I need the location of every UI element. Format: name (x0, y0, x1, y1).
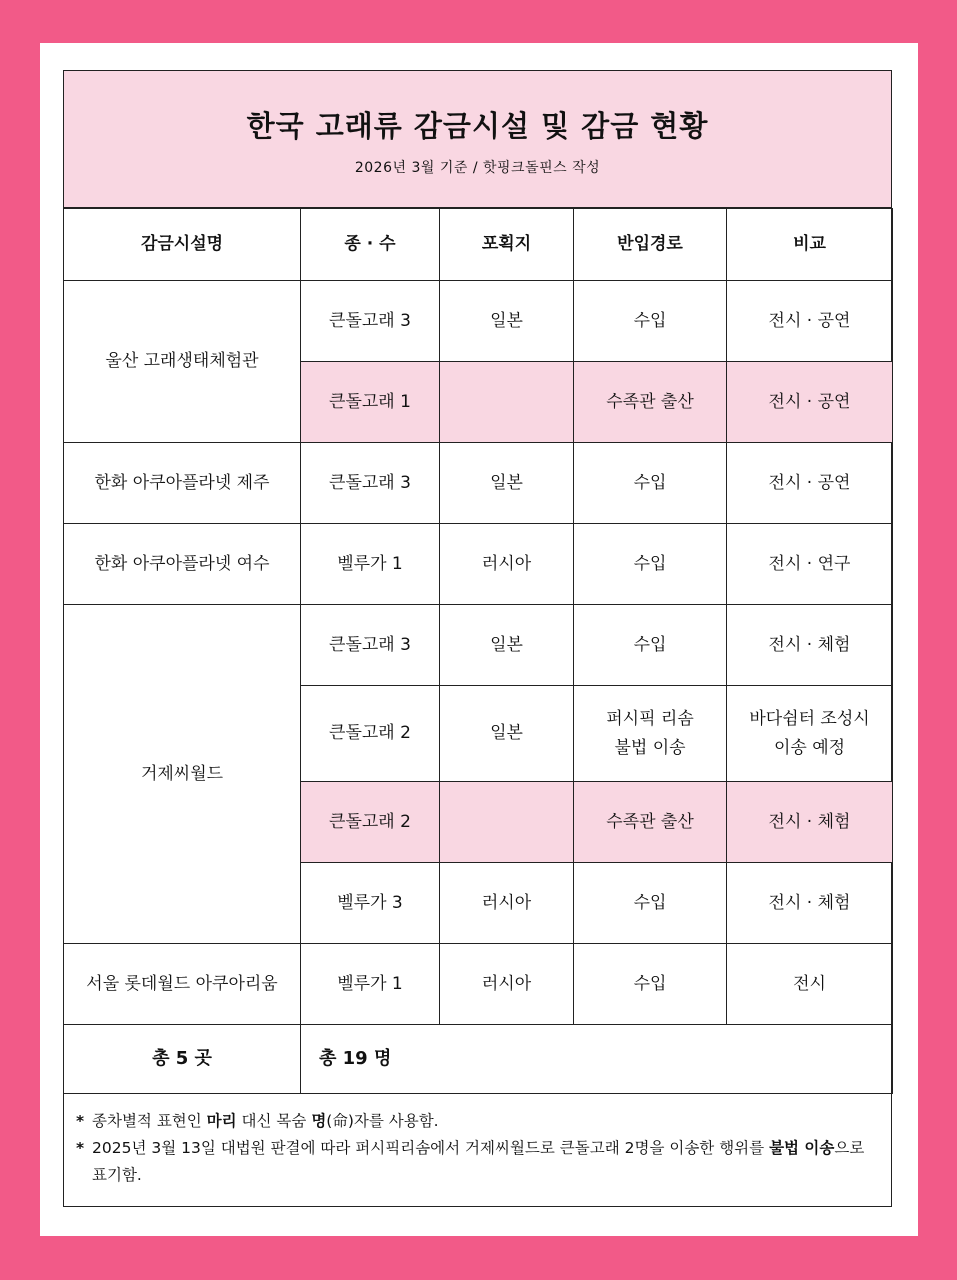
table-row (64, 443, 893, 524)
capture-cell: 일본 (440, 443, 574, 524)
header-remarks: 비교 (727, 209, 893, 281)
footnote-1 (76, 1108, 879, 1135)
remarks-cell: 전시 · 체험 (727, 863, 893, 944)
header-capture: 포획지 (440, 209, 574, 281)
remarks-cell: 전시 (727, 944, 893, 1025)
species-cell: 큰돌고래 2 (301, 686, 440, 782)
species-cell: 큰돌고래 2 (301, 782, 440, 863)
footnote-text-part: 2025년 3월 13일 대법원 판결에 따라 퍼시픽리솜에서 거제씨월드로 큰돌고래 2명을 이송한 행위를 (92, 1139, 770, 1158)
header-route: 반입경로 (574, 209, 727, 281)
table-row (64, 281, 893, 362)
footnote-bold: 명 (311, 1112, 327, 1130)
footnote-text-part: 종차별적 표현인 (92, 1112, 207, 1130)
route-cell: 수입 (574, 863, 727, 944)
species-cell: 벨루가 3 (301, 863, 440, 944)
route-cell: 수입 (574, 443, 727, 524)
footnote-text (92, 1108, 439, 1135)
header-facility: 감금시설명 (64, 209, 301, 281)
page-sheet (40, 43, 918, 1236)
species-cell: 큰돌고래 3 (301, 605, 440, 686)
table-row (64, 605, 893, 686)
route-cell: 수족관 출산 (574, 362, 727, 443)
facility-name: 한화 아쿠아플라넷 여수 (64, 524, 301, 605)
total-places: 총 5 곳 (64, 1025, 301, 1094)
footnote-2 (76, 1135, 879, 1189)
title-box (64, 71, 891, 208)
remarks-cell: 전시 · 공연 (727, 443, 893, 524)
header-row (64, 209, 893, 281)
facility-name: 울산 고래생태체험관 (64, 281, 301, 443)
footnotes (64, 1094, 891, 1189)
capture-cell: 일본 (440, 281, 574, 362)
remarks-line: 이송 예정 (773, 737, 846, 758)
footnote-marker: * (76, 1139, 85, 1158)
capture-cell: 러시아 (440, 524, 574, 605)
remarks-cell: 전시 · 공연 (727, 281, 893, 362)
remarks-cell: 전시 · 연구 (727, 524, 893, 605)
route-cell: 수입 (574, 944, 727, 1025)
species-cell: 큰돌고래 1 (301, 362, 440, 443)
capture-cell: 일본 (440, 686, 574, 782)
route-line: 퍼시픽 리솜 (606, 709, 694, 730)
route-cell: 수족관 출산 (574, 782, 727, 863)
capture-cell: 일본 (440, 605, 574, 686)
route-cell: 수입 (574, 281, 727, 362)
document (63, 70, 892, 1207)
facility-table (63, 208, 893, 1094)
facility-name: 거제씨월드 (64, 605, 301, 944)
capture-cell: 러시아 (440, 863, 574, 944)
total-count: 총 19 명 (301, 1025, 893, 1094)
route-cell: 수입 (574, 524, 727, 605)
species-cell: 큰돌고래 3 (301, 443, 440, 524)
route-cell: 수입 (574, 605, 727, 686)
remarks-line: 바다쉼터 조성시 (749, 709, 870, 730)
capture-cell (440, 782, 574, 863)
facility-name: 서울 롯데월드 아쿠아리움 (64, 944, 301, 1025)
table-row (64, 524, 893, 605)
facility-name: 한화 아쿠아플라넷 제주 (64, 443, 301, 524)
table-row (64, 944, 893, 1025)
footnote-text-part: 대신 목숨 (236, 1112, 312, 1130)
footnote-text-part: 으로 표기함. (92, 1139, 865, 1185)
capture-cell: 러시아 (440, 944, 574, 1025)
remarks-cell: 전시 · 공연 (727, 362, 893, 443)
document-subtitle: 2026년 3월 기준 / 핫핑크돌핀스 작성 (354, 160, 601, 176)
remarks-cell: 전시 · 체험 (727, 782, 893, 863)
total-row (64, 1025, 893, 1094)
header-species: 종 · 수 (301, 209, 440, 281)
footnote-bold: 불법 이송 (769, 1139, 835, 1158)
footnote-text-part: (命)자를 사용함. (326, 1112, 439, 1130)
species-cell: 큰돌고래 3 (301, 281, 440, 362)
footnote-bold: 마리 (206, 1112, 237, 1130)
remarks-cell (727, 686, 893, 782)
species-cell: 벨루가 1 (301, 944, 440, 1025)
footnote-text (92, 1135, 879, 1189)
document-title: 한국 고래류 감금시설 및 감금 현황 (246, 109, 709, 143)
footnote-marker: * (76, 1112, 85, 1130)
capture-cell (440, 362, 574, 443)
remarks-cell: 전시 · 체험 (727, 605, 893, 686)
species-cell: 벨루가 1 (301, 524, 440, 605)
route-cell (574, 686, 727, 782)
route-line: 불법 이송 (614, 737, 686, 758)
